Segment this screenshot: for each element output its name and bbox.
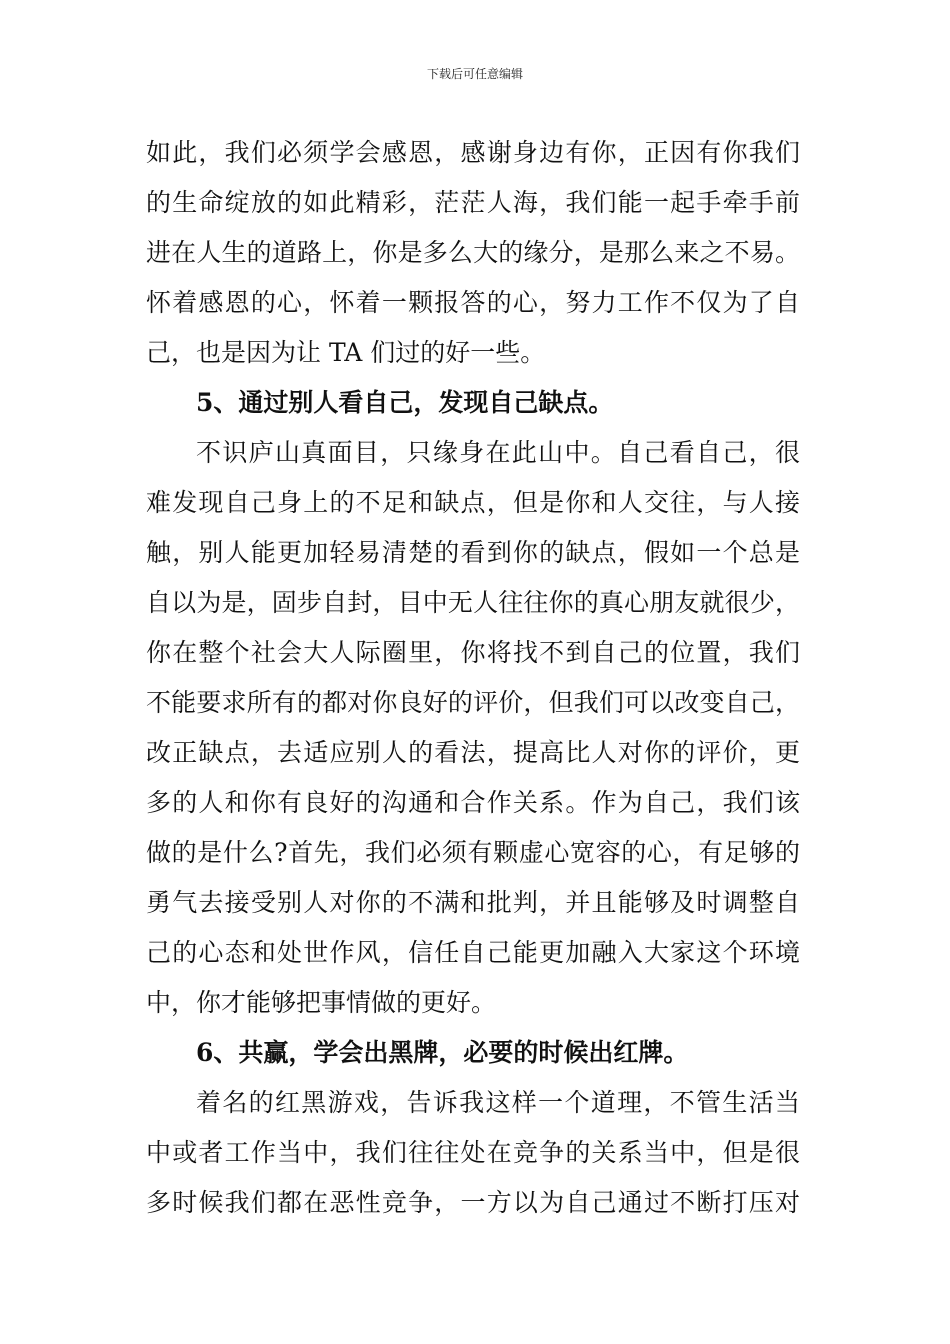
paragraph-line: 触，别人能更加轻易清楚的看到你的缺点，假如一个总是	[146, 538, 800, 567]
paragraph-line: 中或者工作当中，我们往往处在竞争的关系当中，但是很	[146, 1138, 800, 1167]
paragraph-line: 进在人生的道路上，你是多么大的缘分，是那么来之不易。	[146, 238, 800, 267]
paragraph-line: 不能要求所有的都对你良好的评价，但我们可以改变自己，	[146, 688, 800, 717]
paragraph-line: 怀着感恩的心，怀着一颗报答的心，努力工作不仅为了自	[146, 288, 800, 317]
section-heading: 6、共赢，学会出黑牌，必要的时候出红牌。	[196, 1038, 689, 1067]
paragraph-line: 不识庐山真面目，只缘身在此山中。自己看自己，很	[196, 438, 800, 467]
paragraph-line: 勇气去接受别人对你的不满和批判，并且能够及时调整自	[146, 888, 800, 917]
paragraph-line: 做的是什么?首先，我们必须有颗虚心宽容的心，有足够的	[146, 838, 800, 867]
paragraph-line: 改正缺点，去适应别人的看法，提高比人对你的评价，更	[146, 738, 800, 767]
paragraph-line: 己，也是因为让 TA 们过的好一些。	[146, 338, 546, 367]
paragraph-line: 你在整个社会大人际圈里，你将找不到自己的位置，我们	[146, 638, 800, 667]
paragraph-line: 中，你才能够把事情做的更好。	[146, 988, 497, 1017]
paragraph-line: 难发现自己身上的不足和缺点，但是你和人交往，与人接	[146, 488, 800, 517]
page-header: 下载后可任意编辑	[426, 67, 523, 81]
paragraph-line: 自以为是，固步自封，目中无人往往你的真心朋友就很少，	[146, 588, 800, 617]
paragraph-line: 多时候我们都在恶性竞争，一方以为自己通过不断打压对	[146, 1188, 800, 1217]
document-body	[146, 128, 800, 1228]
section-heading: 5、通过别人看自己，发现自己缺点。	[196, 388, 614, 417]
paragraph-line: 己的心态和处世作风，信任自己能更加融入大家这个环境	[146, 938, 800, 967]
paragraph-line: 多的人和你有良好的沟通和合作关系。作为自己，我们该	[146, 788, 800, 817]
paragraph-line: 着名的红黑游戏，告诉我这样一个道理，不管生活当	[196, 1088, 800, 1117]
paragraph-line: 的生命绽放的如此精彩，茫茫人海，我们能一起手牵手前	[146, 188, 800, 217]
paragraph-line: 如此，我们必须学会感恩，感谢身边有你，正因有你我们	[146, 138, 800, 167]
